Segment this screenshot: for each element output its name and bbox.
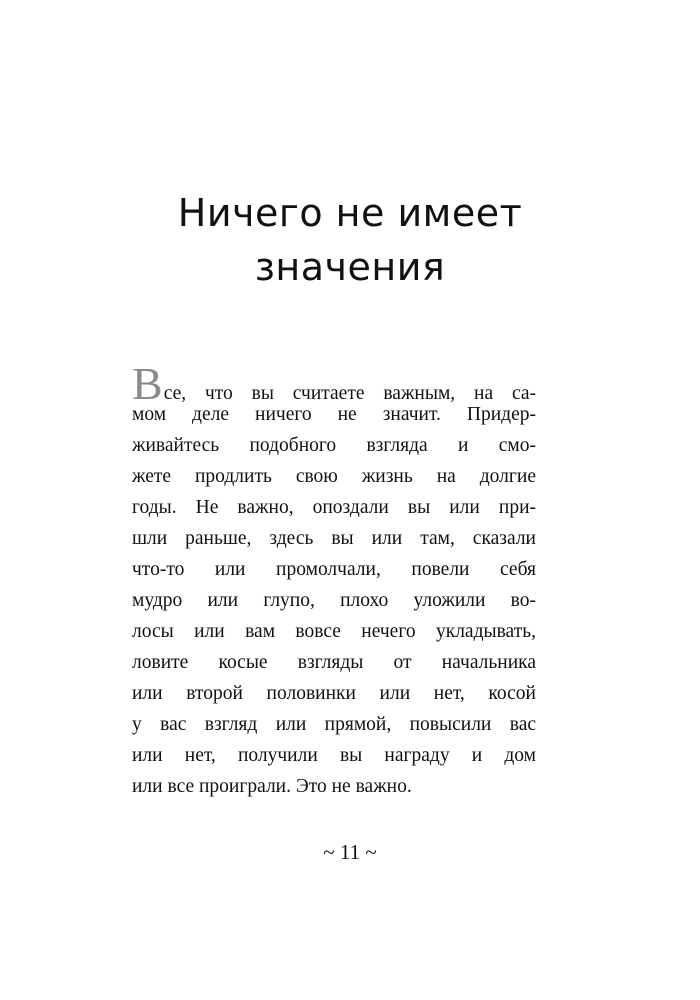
body-paragraph <box>132 358 536 802</box>
paragraph-line: мудро или глупо, плохо уложили во- <box>132 590 536 611</box>
paragraph-line: жете продлить свою жизнь на долгие <box>132 466 536 487</box>
paragraph-line: что-то или промолчали, повели себя <box>132 559 536 580</box>
paragraph-line: или все проиграли. Это не важно. <box>132 776 412 797</box>
paragraph-line: Все, что вы считаете важным, на са- <box>132 358 536 409</box>
chapter-title <box>90 186 610 294</box>
paragraph-line: или нет, получили вы награду и дом <box>132 745 536 766</box>
paragraph-line: живайтесь подобного взгляда и смо- <box>132 435 536 456</box>
chapter-title-line-1: Ничего не имеет <box>177 191 523 235</box>
paragraph-line: у вас взгляд или прямой, повысили вас <box>132 714 536 735</box>
paragraph-line: лосы или вам вовсе нечего укладывать, <box>132 621 536 642</box>
paragraph-line: мом деле ничего не значит. Придер- <box>132 404 536 425</box>
paragraph-line: шли раньше, здесь вы или там, сказали <box>132 528 536 549</box>
paragraph-line: или второй половинки или нет, косой <box>132 683 536 704</box>
paragraph-line: годы. Не важно, опоздали вы или при- <box>132 497 536 518</box>
chapter-title-line-2: значения <box>254 245 446 289</box>
drop-cap: В <box>132 358 163 409</box>
paragraph-line: ловите косые взгляды от начальника <box>132 652 536 673</box>
page-number: ~ 11 ~ <box>323 840 377 864</box>
